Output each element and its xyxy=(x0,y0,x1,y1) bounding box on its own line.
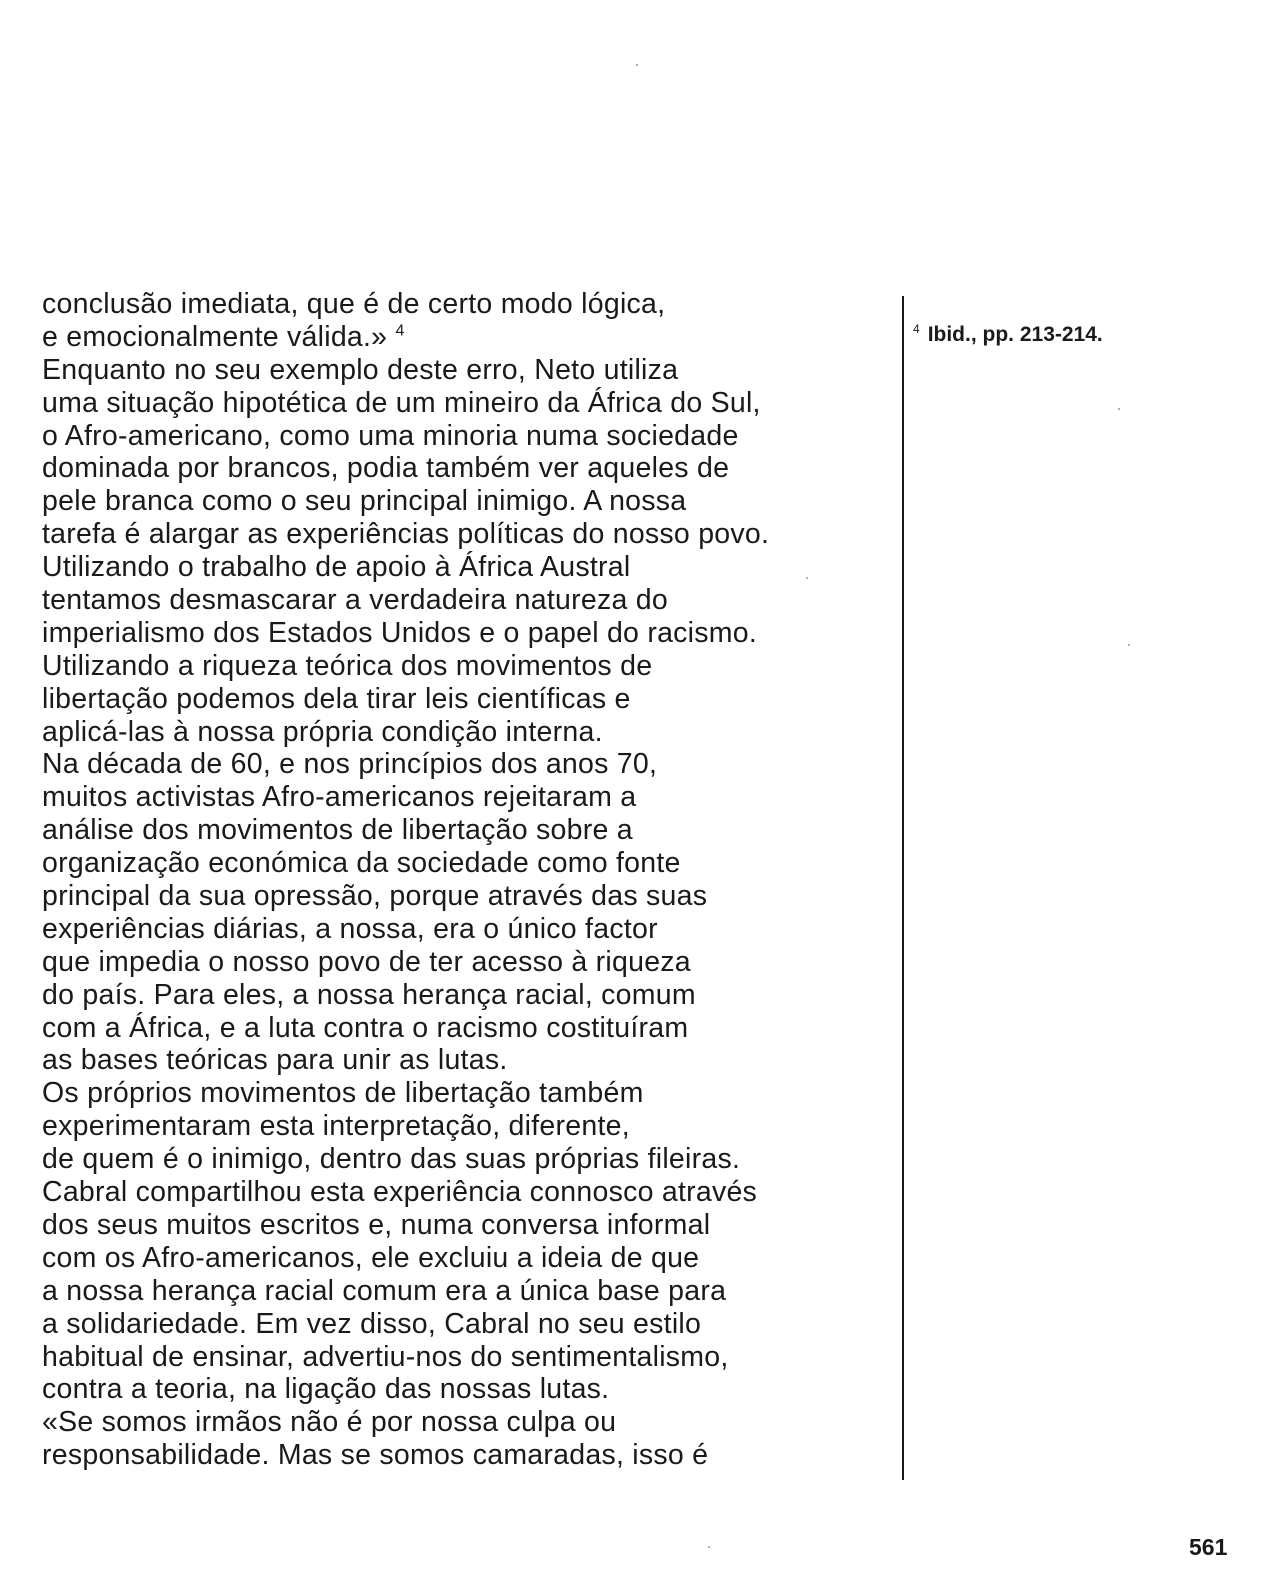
main-text-column xyxy=(42,288,892,1472)
text-line: de quem é o inimigo, dentro das suas próprias fileiras. xyxy=(42,1143,741,1176)
text-line: libertação podemos dela tirar leis científicas e xyxy=(42,682,631,715)
margin-footnote-text: Ibid., pp. 213-214. xyxy=(927,323,1103,346)
text-line: que impedia o nosso povo de ter acesso à riqueza xyxy=(42,945,691,978)
text-line: a nossa herança racial comum era a única base para xyxy=(42,1274,727,1307)
footnote-reference: 4 xyxy=(395,322,405,340)
text-line: do país. Para eles, a nossa herança racial, comum xyxy=(42,978,696,1011)
text-line: Na década de 60, e nos princípios dos anos 70, xyxy=(42,748,658,781)
text-line: dos seus muitos escritos e, numa conversa informal xyxy=(42,1208,711,1241)
text-line: principal da sua opressão, porque através das suas xyxy=(42,880,708,913)
text-line: análise dos movimentos de libertação sobre a xyxy=(42,814,633,847)
scan-speck xyxy=(806,577,808,579)
margin-footnote-number: 4 xyxy=(913,322,920,336)
text-line: aplicá-las à nossa própria condição interna. xyxy=(42,715,603,748)
text-line: uma situação hipotética de um mineiro da África do Sul, xyxy=(42,386,761,419)
scan-speck xyxy=(636,64,638,66)
text-line: habitual de ensinar, advertiu-nos do sentimentalismo, xyxy=(42,1340,729,1373)
text-line: a solidariedade. Em vez disso, Cabral no seu estilo xyxy=(42,1307,702,1340)
text-line: as bases teóricas para unir as lutas. xyxy=(42,1044,508,1077)
text-line: muitos activistas Afro-americanos rejeitaram a xyxy=(42,781,637,814)
page-number: 561 xyxy=(1189,1534,1228,1560)
column-divider xyxy=(902,296,904,1480)
text-line: experiências diárias, a nossa, era o único factor xyxy=(42,912,658,945)
text-line: «Se somos irmãos não é por nossa culpa ou xyxy=(42,1406,617,1439)
text-line: organização económica da sociedade como fonte xyxy=(42,847,681,880)
text-line: pele branca como o seu principal inimigo. A nossa xyxy=(42,485,687,518)
text-line: responsabilidade. Mas se somos camaradas, isso é xyxy=(42,1439,709,1472)
text-line: conclusão imediata, que é de certo modo lógica, xyxy=(42,288,666,320)
text-line: Utilizando o trabalho de apoio à África Austral xyxy=(42,551,631,584)
text-line: experimentaram esta interpretação, diferente, xyxy=(42,1110,630,1143)
margin-footnote xyxy=(913,322,1103,348)
scan-speck xyxy=(1128,644,1130,646)
text-line-segment: e emocionalmente válida.» xyxy=(42,320,388,353)
text-line: imperialismo dos Estados Unidos e o papel do racismo. xyxy=(42,616,758,649)
scan-speck xyxy=(708,1546,710,1548)
text-line: tarefa é alargar as experiências políticas do nosso povo. xyxy=(42,518,770,551)
text-line: Cabral compartilhou esta experiência connosco através xyxy=(42,1176,758,1209)
text-line: Utilizando a riqueza teórica dos movimentos de xyxy=(42,649,653,682)
text-line: Enquanto no seu exemplo deste erro, Neto utiliza xyxy=(42,353,679,386)
text-line: tentamos desmascarar a verdadeira natureza do xyxy=(42,584,668,617)
text-line: dominada por brancos, podia também ver aqueles de xyxy=(42,452,730,485)
text-line: com a África, e a luta contra o racismo costituíram xyxy=(42,1011,689,1044)
text-line: o Afro-americano, como uma minoria numa sociedade xyxy=(42,419,739,452)
text-line: Os próprios movimentos de libertação também xyxy=(42,1077,644,1110)
text-line: contra a teoria, na ligação das nossas lutas. xyxy=(42,1373,610,1406)
scan-speck xyxy=(1118,408,1120,410)
text-line: com os Afro-americanos, ele excluiu a ideia de que xyxy=(42,1241,700,1274)
text-line-with-note-ref xyxy=(42,321,892,354)
